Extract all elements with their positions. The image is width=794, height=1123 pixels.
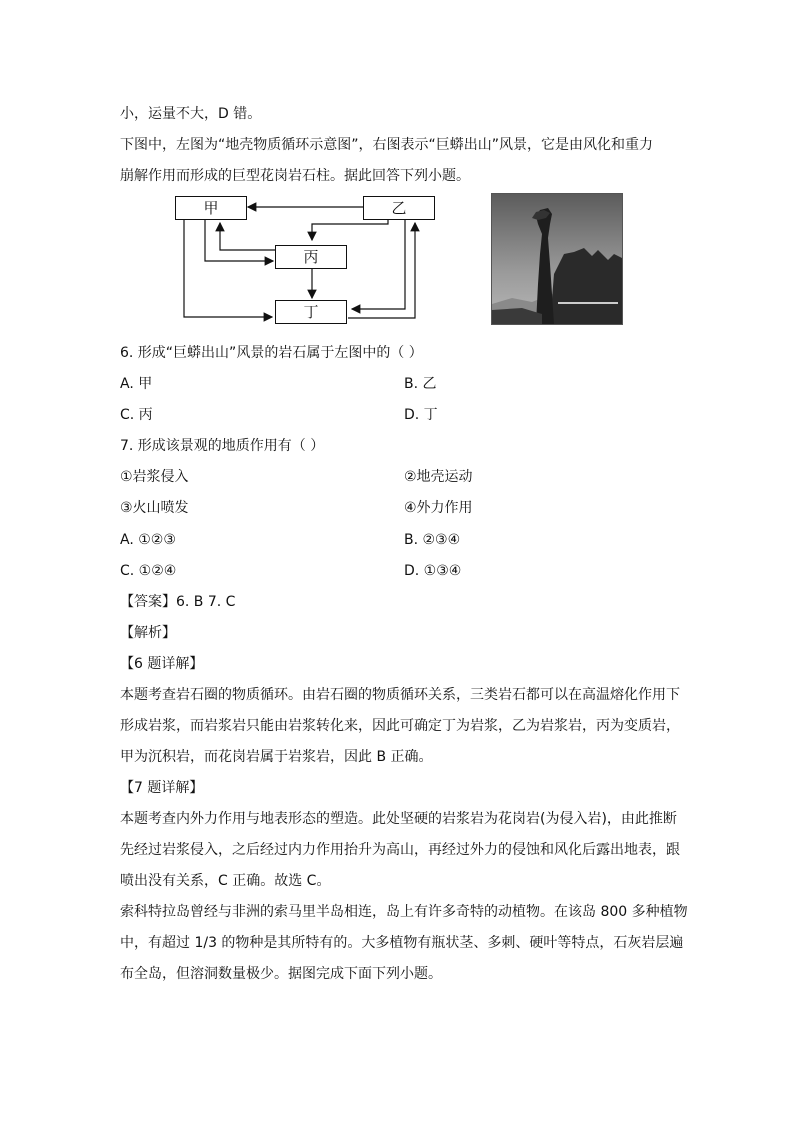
q6-option-b[interactable]: B. 乙 [404,376,437,392]
q7-option-c[interactable]: C. ①②④ [120,563,177,579]
rock-pillar-illustration [492,194,622,324]
q6-detail-line-2: 形成岩浆，而岩浆岩只能由岩浆转化来，因此可确定丁为岩浆，乙为岩浆岩，丙为变质岩， [120,718,680,734]
q6-detail-line-3: 甲为沉积岩，而花岗岩属于岩浆岩，因此 B 正确。 [120,749,433,765]
q7-detail-line-3: 喷出没有关系，C 正确。故选 C。 [120,873,331,889]
q7-statement-2: ②地壳运动 [404,469,473,485]
q6-option-c[interactable]: C. 丙 [120,407,153,423]
q6-option-a[interactable]: A. 甲 [120,376,153,392]
q7-statement-1: ①岩浆侵入 [120,469,189,485]
q6-detail-line-1: 本题考查岩石圈的物质循环。由岩石圈的物质循环关系，三类岩石都可以在高温熔化作用下 [120,687,680,703]
analysis-heading: 【解析】 [120,625,176,641]
box-ding: 丁 [275,300,347,324]
q6-option-d[interactable]: D. 丁 [404,407,438,423]
q7-option-b[interactable]: B. ②③④ [404,532,461,548]
next-passage-line-3: 布全岛，但溶洞数量极少。据图完成下面下列小题。 [120,966,442,982]
q7-option-d[interactable]: D. ①③④ [404,563,462,579]
arrow-jia-to-bing [205,220,273,261]
text-line-2: 下图中，左图为“地壳物质循环示意图”，右图表示“巨蟒出山”风景，它是由风化和重力 [120,137,654,153]
arrow-jia-to-ding [184,220,272,317]
rock-cycle-diagram [170,190,440,330]
next-passage-line-1: 索科特拉岛曾经与非洲的索马里半岛相连，岛上有许多奇特的动植物。在该岛 800 多种植物 [120,904,688,920]
q7-statement-4: ④外力作用 [404,500,473,516]
q7-statement-3: ③火山喷发 [120,500,189,516]
box-yi: 乙 [363,196,435,220]
q6-stem: 6. 形成“巨蟒出山”风景的岩石属于左图中的（ ） [120,345,423,361]
answer-line: 【答案】6. B 7. C [120,594,236,610]
box-bing: 丙 [275,245,347,269]
text-line-3: 崩解作用而形成的巨型花岗岩石柱。据此回答下列小题。 [120,168,470,184]
rock-pillar-photo [491,193,623,325]
arrow-bing-to-jia [220,223,275,250]
next-passage-line-2: 中，有超过 1/3 的物种是其所特有的。大多植物有瓶状茎、多刺、硬叶等特点，石灰岩层遍 [120,935,684,951]
box-jia: 甲 [175,196,247,220]
q7-detail-line-1: 本题考查内外力作用与地表形态的塑造。此处坚硬的岩浆岩为花岗岩(为侵入岩)，由此推断 [120,811,677,827]
text-line-1: 小，运量不大，D 错。 [120,106,262,122]
q7-detail-line-2: 先经过岩浆侵入，之后经过内力作用抬升为高山，再经过外力的侵蚀和风化后露出地表，跟 [120,842,680,858]
arrow-yi-to-ding [352,220,405,309]
q7-option-a[interactable]: A. ①②③ [120,532,176,548]
q7-detail-heading: 【7 题详解】 [120,780,204,796]
q6-detail-heading: 【6 题详解】 [120,656,204,672]
arrow-yi-to-bing [312,220,388,240]
q7-stem: 7. 形成该景观的地质作用有（ ） [120,438,325,454]
